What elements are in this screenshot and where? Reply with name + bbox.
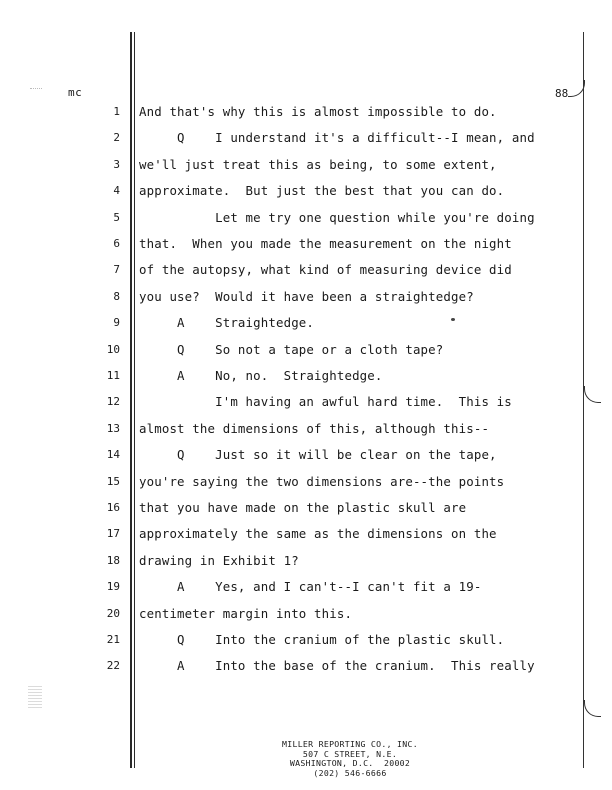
transcript-line — [0, 577, 612, 603]
transcript-line — [0, 287, 612, 313]
line-number: 20 — [106, 606, 120, 620]
line-number: 8 — [113, 289, 120, 303]
scan-speck — [451, 318, 455, 321]
transcript-line — [0, 445, 612, 471]
line-text: you use? Would it have been a straightedge? — [139, 288, 474, 304]
line-number: 9 — [113, 316, 120, 330]
line-text: we'll just treat this as being, to some extent, — [139, 156, 497, 172]
line-text: approximately the same as the dimensions on the — [139, 526, 497, 542]
line-text: Q Into the cranium of the plastic skull. — [139, 632, 505, 647]
line-number: 19 — [106, 580, 120, 594]
line-text: of the autopsy, what kind of measuring device did — [139, 262, 512, 278]
line-number: 5 — [113, 210, 120, 224]
line-text: approximate. But just the best that you can do. — [139, 183, 505, 199]
footer-street: 507 C STREET, N.E. — [302, 748, 398, 759]
footer-city: WASHINGTON, D.C. 20002 — [289, 758, 411, 768]
footer-phone: (202) 546-6666 — [313, 767, 387, 778]
line-text: Let me try one question while you're doing — [139, 209, 535, 225]
transcript-line — [0, 181, 612, 207]
line-number: 2 — [113, 131, 120, 145]
transcript-line — [0, 630, 612, 656]
transcript-line — [0, 340, 612, 366]
transcript-line — [0, 208, 612, 234]
line-text: that you have made on the plastic skull are — [139, 500, 467, 515]
line-number: 21 — [106, 633, 120, 646]
transcript-line — [0, 604, 612, 630]
line-number: 11 — [106, 369, 120, 382]
line-text: centimeter margin into this. — [139, 605, 353, 621]
transcript-line — [0, 498, 612, 524]
transcript-line — [0, 551, 612, 577]
page-number: 88 — [555, 87, 569, 100]
line-number: 6 — [113, 237, 120, 250]
line-text: that. When you made the measurement on the night — [139, 236, 512, 251]
line-number: 3 — [113, 157, 120, 171]
line-text: A Into the base of the cranium. This really — [139, 658, 535, 674]
line-number: 16 — [106, 501, 120, 514]
right-bracket-mark-bottom — [584, 700, 601, 717]
transcript-line — [0, 392, 612, 418]
transcript-line — [0, 366, 612, 392]
line-number: 10 — [106, 342, 120, 356]
transcript-line — [0, 260, 612, 286]
line-text: you're saying the two dimensions are--the points — [139, 473, 505, 489]
line-number: 22 — [106, 659, 120, 673]
reporter-initials: mc — [68, 86, 83, 99]
line-text: almost the dimensions of this, although this-- — [139, 420, 490, 436]
transcript-line — [0, 524, 612, 550]
line-number: 14 — [106, 448, 120, 462]
line-number: 7 — [113, 263, 120, 277]
transcript-line — [0, 472, 612, 498]
line-number: 13 — [106, 421, 120, 435]
reporter-footer — [230, 740, 470, 778]
line-text: drawing in Exhibit 1? — [139, 552, 299, 568]
line-text: I'm having an awful hard time. This is — [139, 394, 512, 410]
line-text: A No, no. Straightedge. — [139, 368, 383, 383]
footer-company: MILLER REPORTING CO., INC. — [282, 739, 418, 749]
transcript-line — [0, 155, 612, 181]
line-text: Q Just so it will be clear on the tape, — [139, 447, 497, 463]
scan-smudge — [28, 686, 42, 708]
line-text: And that's why this is almost impossible to do. — [139, 104, 497, 119]
transcript-line — [0, 656, 612, 682]
line-number: 15 — [106, 474, 120, 488]
line-text: A Yes, and I can't--I can't fit a 19- — [139, 579, 482, 595]
transcript-line — [0, 234, 612, 260]
line-number: 18 — [106, 553, 120, 567]
line-number: 4 — [113, 184, 120, 198]
line-text: A Straightedge. — [139, 315, 315, 331]
line-number: 1 — [113, 105, 120, 118]
line-text: Q So not a tape or a cloth tape? — [139, 341, 444, 357]
scan-dots — [30, 88, 42, 91]
line-number: 12 — [106, 395, 120, 409]
line-number: 17 — [106, 527, 120, 541]
transcript-line — [0, 419, 612, 445]
transcript-line — [0, 102, 612, 128]
transcript-line — [0, 128, 612, 154]
line-text: Q I understand it's a difficult--I mean, and — [139, 130, 535, 146]
transcript-line — [0, 313, 612, 339]
